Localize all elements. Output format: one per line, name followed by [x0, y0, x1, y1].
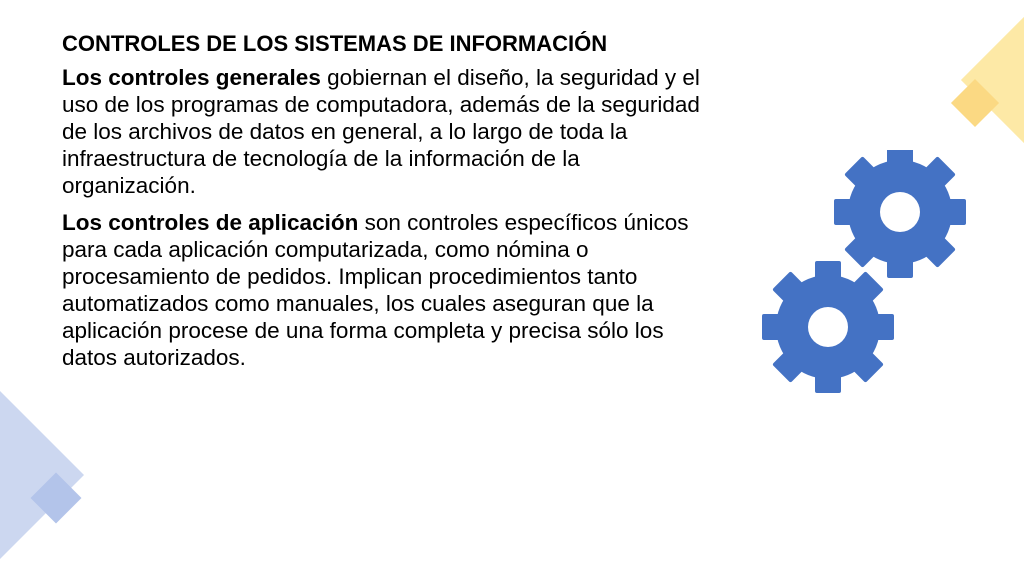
- gears-illustration: [760, 150, 980, 400]
- paragraph-application-controls: [62, 209, 712, 371]
- paragraph-general-controls: [62, 64, 712, 199]
- decorative-diamond-blue-large: [0, 376, 84, 574]
- gear-icon: [762, 261, 894, 393]
- paragraph-lead-bold: Los controles de aplicación: [62, 210, 359, 235]
- slide-title: CONTROLES DE LOS SISTEMAS DE INFORMACIÓN: [62, 31, 608, 56]
- paragraph-body: gobiernan el diseño, la seguridad y el uso de los programas de computadora, además de la seguridad de los archivos de datos en general, a lo largo de toda la infraestructura de tecnología de la información de la organización.: [62, 65, 700, 198]
- gear-icon: [834, 150, 966, 278]
- paragraph-lead-bold: Los controles generales: [62, 65, 321, 90]
- paragraph-body: son controles específicos únicos para cada aplicación computarizada, como nómina o procesamiento de pedidos. Implican procedimientos tanto automatizados como manuales, los cuales aseguran que la aplicación procese de una forma completa y precisa sólo los datos autorizados.: [62, 210, 689, 370]
- slide-content: [62, 30, 712, 381]
